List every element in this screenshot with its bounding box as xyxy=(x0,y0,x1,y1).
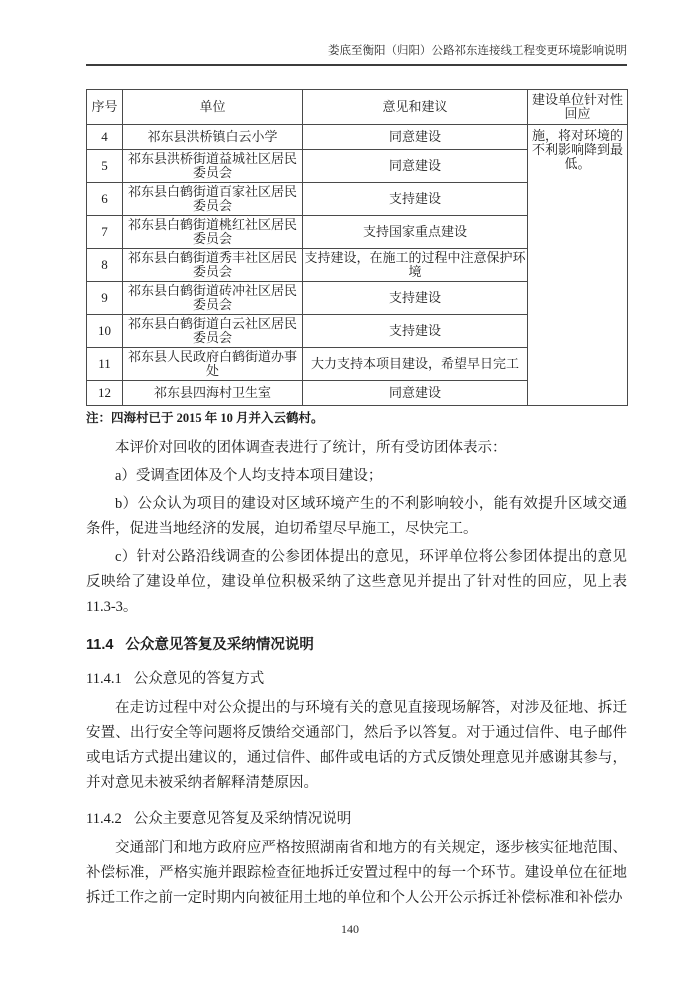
cell-opinion: 支持建设，在施工的过程中注意保护环境 xyxy=(303,249,528,282)
cell-no: 9 xyxy=(87,282,123,315)
section-heading-11-4-1 xyxy=(86,668,627,690)
section-number: 11.4.1 xyxy=(86,671,122,687)
section-title: 公众意见答复及采纳情况说明 xyxy=(125,637,314,653)
cell-opinion: 支持建设 xyxy=(303,183,528,216)
paragraph-item-b: b）公众认为项目的建设对区域环境产生的不利影响较小，能有效提升区域交通条件，促进当地经济的发展，迫切希望尽早施工，尽快完工。 xyxy=(86,496,627,537)
cell-unit: 祁东县白鹤街道百家社区居民委员会 xyxy=(123,183,303,216)
cell-opinion: 支持建设 xyxy=(303,282,528,315)
cell-no: 10 xyxy=(87,315,123,348)
col-header-response: 建设单位针对性回应 xyxy=(528,90,628,125)
cell-unit: 祁东县洪桥镇白云小学 xyxy=(123,125,303,150)
section-title: 公众意见的答复方式 xyxy=(133,671,265,687)
table-header-row xyxy=(87,90,628,125)
table-row xyxy=(87,125,628,150)
public-opinion-table xyxy=(86,89,628,406)
cell-unit: 祁东县洪桥街道益城社区居民委员会 xyxy=(123,150,303,183)
col-header-no: 序号 xyxy=(87,90,123,125)
cell-opinion: 支持国家重点建设 xyxy=(303,216,528,249)
cell-response-merged: 施，将对环境的不利影响降到最低。 xyxy=(528,125,628,406)
running-header xyxy=(86,44,627,66)
cell-no: 12 xyxy=(87,381,123,406)
cell-opinion: 同意建设 xyxy=(303,381,528,406)
section-heading-11-4 xyxy=(86,634,627,656)
paragraph-intro: 本评价对回收的团体调查表进行了统计，所有受访团体表示： xyxy=(115,440,507,456)
cell-unit: 祁东县白鹤街道秀丰社区居民委员会 xyxy=(123,249,303,282)
cell-opinion: 同意建设 xyxy=(303,150,528,183)
cell-no: 5 xyxy=(87,150,123,183)
cell-unit: 祁东县四海村卫生室 xyxy=(123,381,303,406)
table-note: 注：四海村已于 2015 年 10 月并入云鹤村。 xyxy=(86,411,324,425)
doc-header-title: 娄底至衡阳（归阳）公路祁东连接线工程变更环境影响说明 xyxy=(328,45,627,57)
cell-unit: 祁东县人民政府白鹤街道办事处 xyxy=(123,348,303,381)
section-heading-11-4-2 xyxy=(86,808,627,830)
cell-unit: 祁东县白鹤街道桃红社区居民委员会 xyxy=(123,216,303,249)
cell-no: 4 xyxy=(87,125,123,150)
col-header-opinion: 意见和建议 xyxy=(303,90,528,125)
section-number: 11.4 xyxy=(86,637,114,653)
cell-unit: 祁东县白鹤街道白云社区居民委员会 xyxy=(123,315,303,348)
paragraph-11-4-2: 交通部门和地方政府应严格按照湖南省和地方的有关规定，逐步核实征地范围、补偿标准，严格实施并跟踪检查征地拆迁安置过程中的每一个环节。建设单位在征地拆迁工作之前一定时期内向被征用土地的单位和个人公开公示拆迁补偿标准和补偿办 xyxy=(86,840,627,906)
cell-opinion: 大力支持本项目建设，希望早日完工 xyxy=(303,348,528,381)
cell-opinion: 同意建设 xyxy=(303,125,528,150)
cell-opinion: 支持建设 xyxy=(303,315,528,348)
cell-no: 6 xyxy=(87,183,123,216)
page-number: 140 xyxy=(341,922,359,936)
col-header-unit: 单位 xyxy=(123,90,303,125)
cell-no: 7 xyxy=(87,216,123,249)
section-title: 公众主要意见答复及采纳情况说明 xyxy=(133,811,352,827)
paragraph-item-c: c）针对公路沿线调查的公参团体提出的意见，环评单位将公参团体提出的意见反映给了建设单位，建设单位积极采纳了这些意见并提出了针对性的回应，见上表 11.3-3。 xyxy=(86,549,627,615)
cell-no: 8 xyxy=(87,249,123,282)
paragraph-11-4-1: 在走访过程中对公众提出的与环境有关的意见直接现场解答，对涉及征地、拆迁安置、出行安全等问题将反馈给交通部门，然后予以答复。对于通过信件、电子邮件或电话方式提出建议的，通过信件、邮件或电话的方式反馈处理意见并感谢其参与，并对意见未被采纳者解释清楚原因。 xyxy=(86,700,627,791)
cell-no: 11 xyxy=(87,348,123,381)
paragraph-item-a: a）受调查团体及个人均支持本项目建设； xyxy=(115,468,383,484)
cell-unit: 祁东县白鹤街道砖冲社区居民委员会 xyxy=(123,282,303,315)
section-number: 11.4.2 xyxy=(86,811,122,827)
